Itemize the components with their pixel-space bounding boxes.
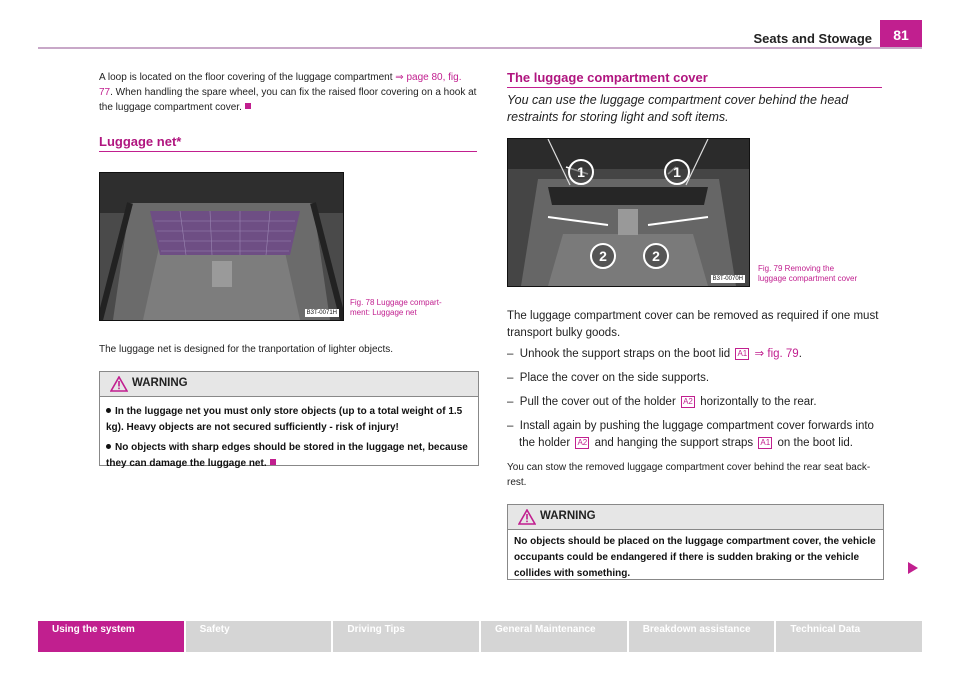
end-of-section-mark xyxy=(270,459,276,465)
step-4-text-a: Install again by pushing the luggage compartment cover forwards into xyxy=(519,420,874,432)
step-1-text: Unhook the support straps on the boot lid xyxy=(519,348,731,360)
warning-header xyxy=(100,372,478,397)
warning-title: WARNING xyxy=(540,510,596,522)
luggage-net-illustration xyxy=(100,173,343,320)
warning-triangle-icon xyxy=(518,509,536,525)
bullet-icon xyxy=(106,408,111,413)
warning-item-2-text: No objects with sharp edges should be stored in the luggage net, because they can damage the luggage net. xyxy=(106,442,468,469)
warning-box-luggage-net xyxy=(99,371,479,469)
step-4 xyxy=(507,418,882,452)
figure-78-caption xyxy=(350,298,442,318)
step-dash: – xyxy=(507,372,514,384)
step-2-text: Place the cover on the side supports. xyxy=(519,372,710,384)
figure-label-2-left: 2 xyxy=(590,243,616,269)
callout-badge-a1: A1 xyxy=(758,437,772,449)
step-4-text-b: the holder xyxy=(519,437,571,449)
figure-label-1-left: 1 xyxy=(568,159,594,185)
figure-79-cover-image xyxy=(507,138,750,287)
warning-triangle-icon xyxy=(110,376,128,392)
step-dash: – xyxy=(507,420,514,432)
section-subtitle: You can use the luggage compartment cover behind the head restraints for storing light and soft items. xyxy=(507,93,849,124)
tab-technical-data[interactable]: Technical Data xyxy=(776,621,922,652)
step-2 xyxy=(507,370,882,394)
figure-caption-line-2: ment: Luggage net xyxy=(350,308,417,317)
figure-78-luggage-net-image xyxy=(99,172,344,321)
warning-header xyxy=(508,505,883,530)
step-dash: – xyxy=(507,396,514,408)
section-rule xyxy=(507,87,882,88)
tab-safety[interactable]: Safety xyxy=(186,621,332,652)
tab-breakdown-assistance[interactable]: Breakdown assistance xyxy=(629,621,775,652)
figure-79-link[interactable]: ⇒ fig. 79 xyxy=(754,348,799,360)
tab-general-maintenance[interactable]: General Maintenance xyxy=(481,621,627,652)
callout-badge-a1: A1 xyxy=(735,348,749,360)
figure-label-1-right: 1 xyxy=(664,159,690,185)
intro-paragraph xyxy=(99,70,477,115)
figure-code-label: B3T-0071H xyxy=(306,310,337,316)
figure-label-2-right: 2 xyxy=(643,243,669,269)
figure-caption-line-1: Fig. 79 Removing the xyxy=(758,264,835,273)
figure-79-caption xyxy=(758,264,857,284)
step-3 xyxy=(507,394,882,418)
step-1-end: . xyxy=(798,348,802,360)
section-title-luggage-net: Luggage net* xyxy=(99,134,182,149)
warning-box-luggage-cover xyxy=(507,504,884,580)
intro-text-2: . When handling the spare wheel, you can fix the raised floor covering on a hook at the luggage compartment cover. xyxy=(99,87,477,113)
luggage-net-body: The luggage net is designed for the tranportation of lighter objects. xyxy=(99,344,394,355)
warning-item-1 xyxy=(106,404,472,436)
removal-steps-list xyxy=(507,346,882,452)
chapter-navigation-tabs xyxy=(38,621,922,652)
tab-using-the-system[interactable]: Using the system xyxy=(38,621,184,652)
step-dash: – xyxy=(507,348,514,360)
step-3-text-a: Pull the cover out of the holder xyxy=(519,396,676,408)
stow-note: You can stow the removed luggage compartment cover behind the rear seat back-rest. xyxy=(507,462,871,488)
intro-cross-reference-link[interactable]: ⇒ page 80, fig. 77 xyxy=(99,72,462,98)
intro-text-1: A loop is located on the floor covering of the luggage compartment xyxy=(99,72,396,83)
section-rule xyxy=(99,151,477,152)
warning-item-1-text: In the luggage net you must only store objects (up to a total weight of 1.5 kg). Heavy objects are not secured sufficiently - risk of injury! xyxy=(106,406,463,433)
end-of-section-mark xyxy=(245,103,251,109)
figure-code-label: B3T-0070H xyxy=(712,276,743,282)
callout-badge-a2: A2 xyxy=(575,437,589,449)
page-number: 81 xyxy=(880,20,922,47)
step-3-text-b: horizontally to the rear. xyxy=(700,396,817,408)
bullet-icon xyxy=(106,444,111,449)
callout-badge-a2: A2 xyxy=(681,396,695,408)
tab-driving-tips[interactable]: Driving Tips xyxy=(333,621,479,652)
step-4-text-c: and hanging the support straps xyxy=(594,437,754,449)
warning-title: WARNING xyxy=(132,377,188,389)
section-title-luggage-cover: The luggage compartment cover xyxy=(507,70,708,85)
step-4-text-d: on the boot lid. xyxy=(777,437,853,449)
header-rule xyxy=(38,47,922,49)
figure-caption-line-2: luggage compartment cover xyxy=(758,274,858,283)
cover-body-paragraph: The luggage compartment cover can be removed as required if one must transport bulky goods. xyxy=(507,310,879,339)
figure-caption-line-1: Fig. 78 Luggage compart- xyxy=(350,298,442,307)
running-header-title: Seats and Stowage xyxy=(753,31,872,46)
step-1 xyxy=(507,346,882,370)
warning-body xyxy=(100,397,478,472)
continue-next-page-arrow-icon[interactable] xyxy=(908,562,918,574)
warning-item-2 xyxy=(106,440,472,472)
luggage-cover-illustration xyxy=(508,139,749,286)
warning-body-text: No objects should be placed on the luggage compartment cover, the vehicle occupants could be endangered if there is sudden braking or the vehicle collides with something. xyxy=(514,536,876,579)
